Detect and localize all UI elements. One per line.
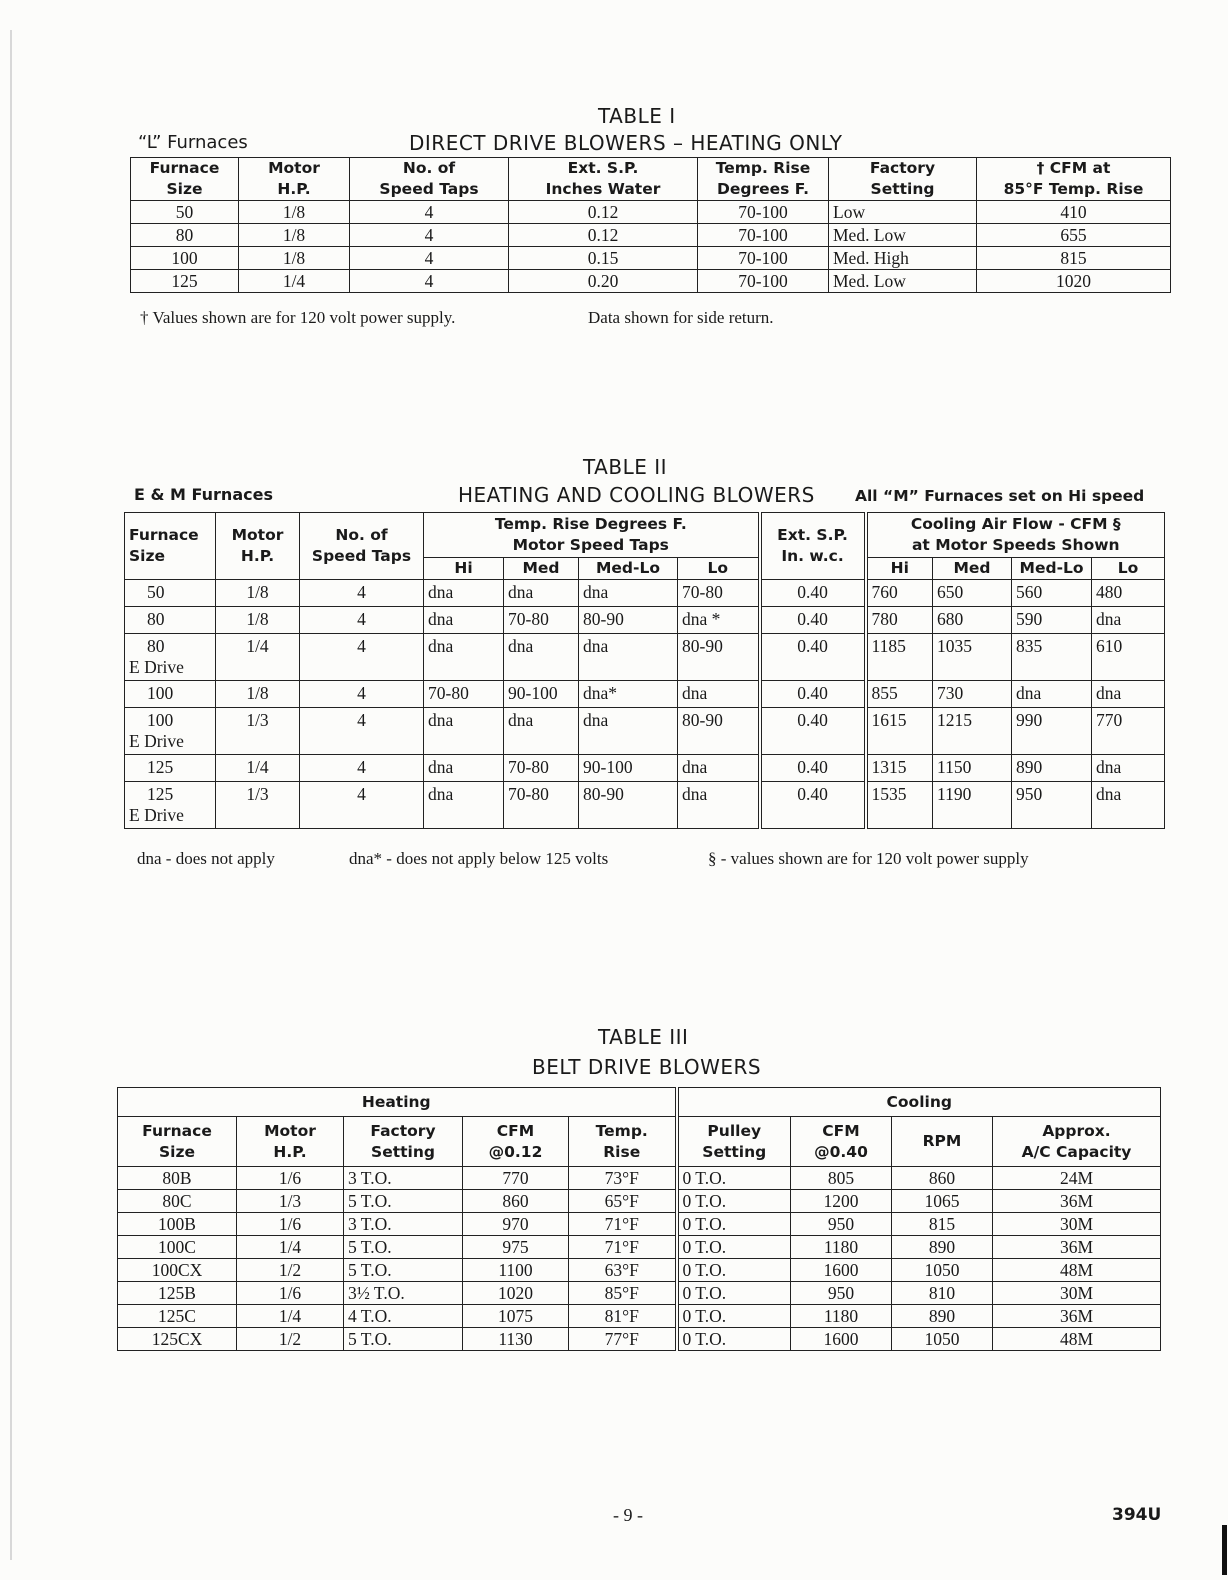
table-cell: 71°F	[569, 1213, 677, 1236]
table-cell: 1180	[791, 1305, 892, 1328]
table-cell: 70-80	[504, 755, 579, 782]
table-row	[118, 1213, 1161, 1236]
table-cell: 1/6	[237, 1167, 344, 1190]
table-cell: 30M	[993, 1282, 1161, 1305]
table-cell: 70-80	[424, 681, 504, 708]
table-cell: 0.40	[760, 580, 866, 607]
table-cell: 815	[977, 247, 1171, 270]
table-cell: 125B	[118, 1282, 237, 1305]
table-cell: 100B	[118, 1213, 237, 1236]
table-cell: 125CX	[118, 1328, 237, 1351]
table-cell: 610	[1092, 634, 1165, 681]
table-cell: 100C	[118, 1236, 237, 1259]
table-cell: dna	[424, 782, 504, 829]
table2-right-label: All “M” Furnaces set on Hi speed	[855, 487, 1145, 505]
table-cell: 70-100	[698, 201, 829, 224]
t2-h-cool-hi: Hi	[866, 558, 933, 580]
table-cell: 890	[1012, 755, 1092, 782]
t2-h-temp-lo: Lo	[678, 558, 760, 580]
table-cell: 0.40	[760, 634, 866, 681]
table-cell: 125C	[118, 1305, 237, 1328]
table-cell: 0 T.O.	[677, 1305, 791, 1328]
table-cell: 80-90	[678, 708, 760, 755]
table-row	[131, 201, 1171, 224]
table-cell: 80C	[118, 1190, 237, 1213]
table-row	[118, 1282, 1161, 1305]
table-cell: 80	[131, 224, 239, 247]
furnace-size: 100	[147, 683, 174, 703]
t2-h-furnace-size: Furnace Size	[125, 513, 216, 580]
t3-h-pulley-setting: Pulley Setting	[677, 1117, 791, 1167]
table-cell: 4 T.O.	[344, 1305, 463, 1328]
table1-title: TABLE I	[598, 104, 676, 128]
table-cell: 0.40	[760, 782, 866, 829]
drive-label: E Drive	[129, 731, 184, 751]
table-cell: 1/8	[239, 201, 350, 224]
table-cell: 990	[1012, 708, 1092, 755]
table-cell-furnace-size	[125, 580, 216, 607]
table-cell: 950	[791, 1213, 892, 1236]
table-row	[118, 1305, 1161, 1328]
table-cell: 4	[300, 782, 424, 829]
table-cell: 81°F	[569, 1305, 677, 1328]
table-cell: 950	[1012, 782, 1092, 829]
table-cell: 860	[892, 1167, 993, 1190]
table-cell: 655	[977, 224, 1171, 247]
table-cell: dna	[678, 681, 760, 708]
drive-label: E Drive	[129, 805, 184, 825]
table-cell: dna	[1092, 782, 1165, 829]
table2-title: TABLE II	[583, 455, 667, 479]
table2-note-dna: dna - does not apply	[137, 849, 275, 868]
table-cell: 1065	[892, 1190, 993, 1213]
table-row	[125, 755, 1165, 782]
table-cell: dna	[1092, 681, 1165, 708]
t2-h-cooling-group: Cooling Air Flow - CFM § at Motor Speeds Shown	[866, 513, 1165, 558]
table-cell: dna	[424, 607, 504, 634]
table-cell: dna*	[579, 681, 678, 708]
table-cell: 50	[131, 201, 239, 224]
table-cell: 5 T.O.	[344, 1259, 463, 1282]
table2-note-section: § - values shown are for 120 volt power supply	[708, 849, 1029, 868]
table-cell: 0 T.O.	[677, 1328, 791, 1351]
table-cell: 835	[1012, 634, 1092, 681]
t2-h-cool-med-lo: Med-Lo	[1012, 558, 1092, 580]
table-cell: 70-100	[698, 224, 829, 247]
table-cell: 3 T.O.	[344, 1213, 463, 1236]
table-cell: 805	[791, 1167, 892, 1190]
table-cell: dna	[1092, 607, 1165, 634]
table-cell: 0 T.O.	[677, 1213, 791, 1236]
table-cell: 590	[1012, 607, 1092, 634]
table-cell: 0.40	[760, 607, 866, 634]
table-cell: dna	[1092, 755, 1165, 782]
table-cell: 3 T.O.	[344, 1167, 463, 1190]
table-cell: 100CX	[118, 1259, 237, 1282]
table-cell: 4	[300, 708, 424, 755]
table-row	[118, 1328, 1161, 1351]
table-cell: 1615	[866, 708, 933, 755]
t3-h-cfm-cooling: CFM @0.40	[791, 1117, 892, 1167]
table-row	[125, 681, 1165, 708]
table-cell: dna	[424, 708, 504, 755]
table-cell: dna	[424, 634, 504, 681]
table-cell: 1600	[791, 1259, 892, 1282]
table-cell: 780	[866, 607, 933, 634]
table-cell: 1020	[463, 1282, 569, 1305]
table1-left-label: “L” Furnaces	[138, 132, 248, 153]
table-cell: Med. Low	[829, 224, 977, 247]
table2	[124, 512, 1165, 829]
table-cell: 680	[933, 607, 1012, 634]
table-cell: 1/4	[216, 634, 300, 681]
table-cell: 0 T.O.	[677, 1190, 791, 1213]
table-cell: 36M	[993, 1190, 1161, 1213]
table-cell: 3½ T.O.	[344, 1282, 463, 1305]
table3-subtitle: BELT DRIVE BLOWERS	[532, 1055, 762, 1079]
table-cell: 70-100	[698, 247, 829, 270]
table3-group-row	[118, 1088, 1161, 1117]
doc-code: 394U	[1112, 1505, 1162, 1525]
table-cell: 65°F	[569, 1190, 677, 1213]
t3-h-cooling-group: Cooling	[677, 1088, 1161, 1117]
table-cell: 1/4	[237, 1305, 344, 1328]
table-cell: dna *	[678, 607, 760, 634]
t3-h-cfm-heating: CFM @0.12	[463, 1117, 569, 1167]
table-cell: 0 T.O.	[677, 1259, 791, 1282]
table-cell: 90-100	[579, 755, 678, 782]
table3	[117, 1087, 1161, 1351]
table-cell-furnace-size	[125, 607, 216, 634]
table-cell: 1180	[791, 1236, 892, 1259]
t3-h-ac-capacity: Approx. A/C Capacity	[993, 1117, 1161, 1167]
table-cell: 480	[1092, 580, 1165, 607]
table2-subtitle: HEATING AND COOLING BLOWERS	[458, 483, 815, 507]
table-cell: 1315	[866, 755, 933, 782]
table-cell: 970	[463, 1213, 569, 1236]
table-cell: 760	[866, 580, 933, 607]
table-cell: 855	[866, 681, 933, 708]
furnace-size: 100	[147, 710, 174, 730]
table2-header-row	[125, 513, 1165, 558]
table-cell: 1050	[892, 1328, 993, 1351]
table-cell: 80B	[118, 1167, 237, 1190]
table-cell: 5 T.O.	[344, 1190, 463, 1213]
t3-h-heating-group: Heating	[118, 1088, 677, 1117]
table-cell: 1075	[463, 1305, 569, 1328]
table-cell: 4	[300, 681, 424, 708]
table-row	[125, 580, 1165, 607]
table-cell: 1200	[791, 1190, 892, 1213]
table-cell: 770	[1092, 708, 1165, 755]
table-cell: 1/8	[239, 247, 350, 270]
t2-h-ext-sp: Ext. S.P. In. w.c.	[760, 513, 866, 580]
table-cell: 100	[131, 247, 239, 270]
table-cell: 80-90	[678, 634, 760, 681]
table-cell: dna	[579, 580, 678, 607]
table-cell-furnace-size	[125, 782, 216, 829]
table-cell: 63°F	[569, 1259, 677, 1282]
table-cell: 4	[350, 247, 509, 270]
t2-h-temp-rise-group: Temp. Rise Degrees F. Motor Speed Taps	[424, 513, 760, 558]
t3-h-motor-hp: Motor H.P.	[237, 1117, 344, 1167]
table-cell: 5 T.O.	[344, 1328, 463, 1351]
table-row	[125, 607, 1165, 634]
t3-h-temp-rise: Temp. Rise	[569, 1117, 677, 1167]
table-cell: 1/8	[216, 681, 300, 708]
table-cell: 1/2	[237, 1328, 344, 1351]
table-cell: Med. High	[829, 247, 977, 270]
table-cell: 1/8	[239, 224, 350, 247]
table-cell: dna	[678, 782, 760, 829]
table-cell: 80-90	[579, 782, 678, 829]
table-cell: 1/3	[216, 708, 300, 755]
table3-title: TABLE III	[598, 1025, 689, 1049]
table-cell: 36M	[993, 1236, 1161, 1259]
table-cell: 24M	[993, 1167, 1161, 1190]
table-row	[131, 224, 1171, 247]
table-cell: 4	[300, 580, 424, 607]
table-cell: 560	[1012, 580, 1092, 607]
table-cell: 1020	[977, 270, 1171, 293]
table-cell: 0.20	[509, 270, 698, 293]
table-cell: 650	[933, 580, 1012, 607]
table-cell: 0.40	[760, 708, 866, 755]
t3-h-factory-setting: Factory Setting	[344, 1117, 463, 1167]
drive-label: E Drive	[129, 657, 184, 677]
t2-h-temp-med-lo: Med-Lo	[579, 558, 678, 580]
table-cell: 4	[350, 224, 509, 247]
table-cell-furnace-size	[125, 755, 216, 782]
table-cell: Low	[829, 201, 977, 224]
t1-h-factory-setting: Factory Setting	[829, 158, 977, 201]
table-cell: 70-80	[678, 580, 760, 607]
table-cell-furnace-size	[125, 681, 216, 708]
t1-h-motor-hp: Motor H.P.	[239, 158, 350, 201]
furnace-size: 80	[147, 609, 165, 629]
table-cell: 410	[977, 201, 1171, 224]
table1-subtitle: DIRECT DRIVE BLOWERS – HEATING ONLY	[409, 131, 843, 155]
table-cell: 815	[892, 1213, 993, 1236]
table-cell: 4	[300, 607, 424, 634]
table-row	[125, 708, 1165, 755]
table-cell-furnace-size	[125, 708, 216, 755]
furnace-size: 80	[147, 636, 165, 656]
table-cell: 48M	[993, 1259, 1161, 1282]
table-row	[125, 782, 1165, 829]
table-cell: dna	[1012, 681, 1092, 708]
table-cell: 1050	[892, 1259, 993, 1282]
table-cell: 1130	[463, 1328, 569, 1351]
table1-header-row	[131, 158, 1171, 201]
table-cell: dna	[424, 755, 504, 782]
table-cell: 90-100	[504, 681, 579, 708]
table-cell: 0 T.O.	[677, 1236, 791, 1259]
table-cell: 71°F	[569, 1236, 677, 1259]
table-cell: 30M	[993, 1213, 1161, 1236]
table-cell: 4	[300, 634, 424, 681]
table-cell: 1/8	[216, 607, 300, 634]
table-cell: 0.40	[760, 681, 866, 708]
table-row	[118, 1259, 1161, 1282]
table-cell: 1/4	[237, 1236, 344, 1259]
table-cell: 85°F	[569, 1282, 677, 1305]
table-cell: 1/3	[216, 782, 300, 829]
table-cell: 1535	[866, 782, 933, 829]
table-cell: 5 T.O.	[344, 1236, 463, 1259]
t2-h-motor-hp: Motor H.P.	[216, 513, 300, 580]
table-cell: 36M	[993, 1305, 1161, 1328]
table-row	[118, 1167, 1161, 1190]
table-cell: 0.12	[509, 224, 698, 247]
t2-h-cool-med: Med	[933, 558, 1012, 580]
table-cell: 1/4	[239, 270, 350, 293]
table-cell: 1190	[933, 782, 1012, 829]
table-cell: dna	[504, 580, 579, 607]
table-cell: 1/2	[237, 1259, 344, 1282]
table-cell: 890	[892, 1305, 993, 1328]
table-cell: dna	[579, 634, 678, 681]
table-cell-furnace-size	[125, 634, 216, 681]
table-cell: 0 T.O.	[677, 1282, 791, 1305]
table-cell: 70-80	[504, 607, 579, 634]
table-cell: 1100	[463, 1259, 569, 1282]
t3-h-rpm: RPM	[892, 1117, 993, 1167]
table-cell: 70-100	[698, 270, 829, 293]
table1-note-side-return: Data shown for side return.	[588, 308, 774, 327]
table-cell: 1/6	[237, 1282, 344, 1305]
t1-h-temp-rise: Temp. Rise Degrees F.	[698, 158, 829, 201]
table-cell: 4	[300, 755, 424, 782]
table-cell: 950	[791, 1282, 892, 1305]
t2-h-speed-taps: No. of Speed Taps	[300, 513, 424, 580]
t2-h-temp-med: Med	[504, 558, 579, 580]
table-cell: 73°F	[569, 1167, 677, 1190]
table-cell: 975	[463, 1236, 569, 1259]
table-row	[131, 270, 1171, 293]
table-cell: 0.40	[760, 755, 866, 782]
table-cell: 810	[892, 1282, 993, 1305]
table1	[130, 157, 1171, 293]
table-cell: 0.12	[509, 201, 698, 224]
table-cell: 1185	[866, 634, 933, 681]
table-row	[131, 247, 1171, 270]
table-cell: 1215	[933, 708, 1012, 755]
table-cell: 1035	[933, 634, 1012, 681]
table-cell: 0 T.O.	[677, 1167, 791, 1190]
t2-h-cool-lo: Lo	[1092, 558, 1165, 580]
scan-edge-mark	[1222, 1525, 1227, 1575]
table-cell: 0.15	[509, 247, 698, 270]
t3-h-furnace-size: Furnace Size	[118, 1117, 237, 1167]
table3-header-row	[118, 1117, 1161, 1167]
table-cell: dna	[678, 755, 760, 782]
table-row	[118, 1190, 1161, 1213]
table-cell: 4	[350, 270, 509, 293]
table-cell: dna	[504, 634, 579, 681]
table-cell: 70-80	[504, 782, 579, 829]
table-row	[118, 1236, 1161, 1259]
table-cell: 77°F	[569, 1328, 677, 1351]
table-cell: 1/6	[237, 1213, 344, 1236]
table-cell: 80-90	[579, 607, 678, 634]
table-cell: 48M	[993, 1328, 1161, 1351]
table-cell: 1150	[933, 755, 1012, 782]
table2-left-label: E & M Furnaces	[134, 485, 273, 504]
table1-note-voltage: † Values shown are for 120 volt power supply.	[140, 308, 456, 327]
table-cell: 4	[350, 201, 509, 224]
furnace-size: 125	[147, 784, 174, 804]
t1-h-speed-taps: No. of Speed Taps	[350, 158, 509, 201]
table-cell: 770	[463, 1167, 569, 1190]
t1-h-ext-sp: Ext. S.P. Inches Water	[509, 158, 698, 201]
table-cell: dna	[424, 580, 504, 607]
t1-h-cfm: † CFM at 85°F Temp. Rise	[977, 158, 1171, 201]
table-cell: dna	[579, 708, 678, 755]
table-cell: 860	[463, 1190, 569, 1213]
page-number: - 9 -	[613, 1505, 643, 1525]
table-cell: 890	[892, 1236, 993, 1259]
table2-note-dna-star: dna* - does not apply below 125 volts	[349, 849, 609, 868]
table-cell: 1/3	[237, 1190, 344, 1213]
t2-h-temp-hi: Hi	[424, 558, 504, 580]
scan-edge-line	[10, 30, 12, 1560]
table-cell: dna	[504, 708, 579, 755]
table-cell: 1600	[791, 1328, 892, 1351]
furnace-size: 125	[147, 757, 174, 777]
table-cell: 1/4	[216, 755, 300, 782]
table-cell: 1/8	[216, 580, 300, 607]
t1-h-furnace-size: Furnace Size	[131, 158, 239, 201]
table-cell: 730	[933, 681, 1012, 708]
table-row	[125, 634, 1165, 681]
table-cell: 125	[131, 270, 239, 293]
furnace-size: 50	[147, 582, 165, 602]
table-cell: Med. Low	[829, 270, 977, 293]
